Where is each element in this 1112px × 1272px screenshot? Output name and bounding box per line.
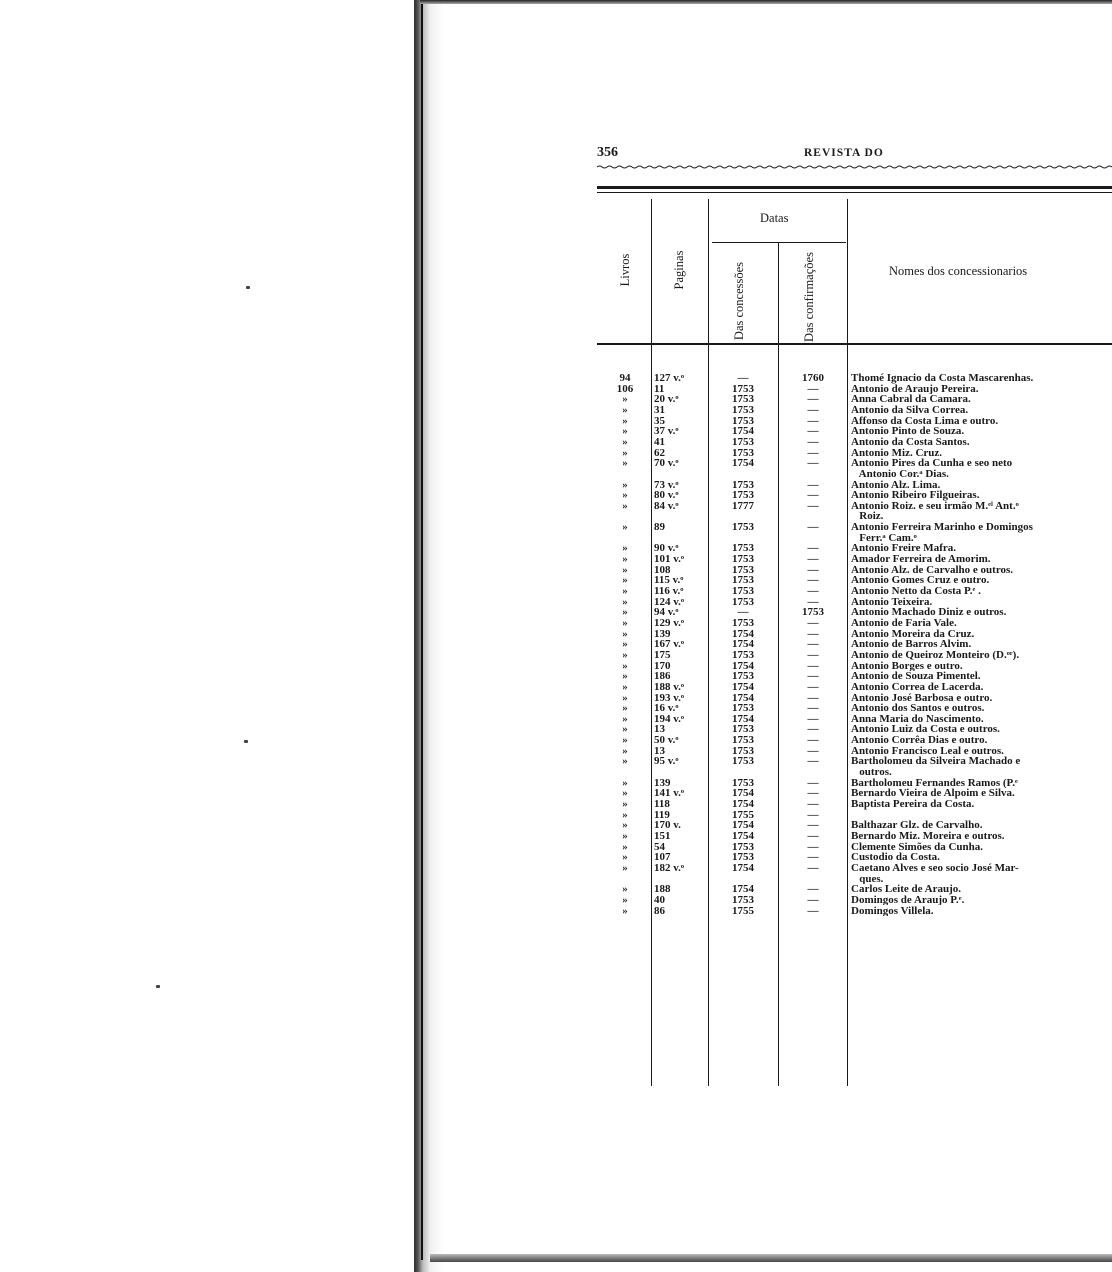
cell-concessao: 1753 — [732, 776, 754, 789]
cell-nome: Affonso da Costa Lima e outro. — [851, 415, 999, 427]
cell-concessao: 1754 — [732, 638, 754, 651]
cell-nome: Caetano Alves e seo socio José Mar- — [851, 862, 1019, 874]
cell-concessao: 1754 — [732, 425, 754, 438]
cell-concessao: — — [737, 606, 749, 619]
cell-confirmacao: — — [807, 478, 819, 491]
cell-concessao: 1754 — [732, 691, 754, 704]
cell-nome: Antonio Ribeiro Filgueiras. — [851, 490, 980, 501]
cell-livro: » — [622, 478, 628, 491]
cell-pagina: 170 v. — [654, 819, 681, 832]
table-header-bottom-rule — [597, 343, 1112, 345]
table-row — [600, 842, 1112, 853]
cell-confirmacao: — — [807, 829, 819, 842]
cell-confirmacao: — — [807, 734, 819, 747]
cell-confirmacao: — — [807, 616, 819, 629]
cell-pagina: 84 v.ᵒ — [654, 499, 679, 512]
cell-confirmacao: — — [807, 563, 819, 576]
cell-livro: » — [622, 680, 628, 693]
cell-concessao: 1753 — [732, 489, 754, 502]
cell-livro: » — [622, 489, 628, 502]
table-row — [600, 426, 1112, 437]
table-row — [600, 394, 1112, 405]
table-row — [600, 554, 1112, 565]
cell-pagina: 86 — [654, 904, 665, 917]
cell-confirmacao: 1753 — [802, 606, 824, 619]
cell-confirmacao: — — [807, 723, 819, 736]
scan-speck — [244, 740, 248, 743]
cell-confirmacao: — — [807, 670, 819, 683]
cell-nome: Antonio Freire Mafra. — [851, 543, 956, 554]
cell-concessao: 1753 — [732, 585, 754, 597]
cell-livro: » — [622, 702, 628, 715]
cell-livro: » — [622, 723, 628, 736]
cell-concessao: 1753 — [732, 670, 754, 683]
cell-livro: » — [622, 819, 628, 832]
running-head: REVISTA DO — [804, 147, 884, 159]
decorative-wavy-rule — [597, 165, 1112, 169]
header-das-confirmacoes: Das confirmações — [802, 252, 816, 342]
cell-nome: Clemente Simões da Cunha. — [851, 841, 984, 853]
cell-nome: Ferr.ᵃ Cam.ᵒ — [851, 532, 917, 544]
cell-livro: » — [622, 574, 628, 587]
cell-confirmacao: — — [807, 574, 819, 587]
cell-confirmacao: — — [807, 680, 819, 693]
cell-livro: » — [622, 851, 628, 864]
cell-pagina: 50 v.ᵒ — [654, 734, 679, 747]
cell-nome: Antonio de Araujo Pereira. — [851, 383, 979, 395]
cell-pagina: 101 v.ᵒ — [654, 553, 685, 566]
cell-livro: » — [622, 744, 628, 757]
cell-confirmacao: — — [807, 403, 819, 416]
cell-concessao: 1753 — [732, 616, 754, 629]
cell-pagina: 127 v.ᵒ — [654, 372, 685, 384]
cell-pagina: 129 v.ᵒ — [654, 616, 685, 629]
cell-pagina: 186 — [654, 670, 671, 683]
cell-livro: » — [622, 457, 628, 470]
cell-livro: » — [622, 606, 628, 619]
cell-confirmacao: — — [807, 755, 819, 768]
cell-nome: Amador Ferreira de Amorim. — [851, 554, 991, 565]
cell-confirmacao: — — [807, 808, 819, 821]
cell-pagina: 107 — [654, 851, 671, 864]
cell-pagina: 40 — [654, 893, 665, 906]
header-livros: Livros — [618, 253, 632, 287]
scan-speck — [246, 286, 250, 289]
cell-livro: » — [622, 840, 628, 853]
table-row — [600, 661, 1112, 672]
cell-livro: » — [622, 616, 628, 629]
cell-confirmacao: — — [807, 840, 819, 853]
cell-nome: Custodio da Costa. — [851, 852, 940, 863]
cell-livro: 94 — [619, 372, 631, 384]
cell-nome: Antonio de Barros Alvim. — [851, 639, 972, 650]
table-row — [600, 511, 1112, 522]
cell-pagina: 90 v.ᵒ — [654, 542, 679, 555]
cell-confirmacao: — — [807, 457, 819, 470]
cell-concessao: 1753 — [732, 393, 754, 406]
cell-confirmacao: — — [807, 638, 819, 651]
table-row — [600, 405, 1112, 416]
cell-pagina: 188 v.ᵒ — [654, 680, 685, 693]
cell-confirmacao: — — [807, 702, 819, 715]
cell-pagina: 194 v.ᵒ — [654, 712, 685, 725]
table-top-rule — [597, 186, 1112, 189]
cell-nome: Antonio de Queiroz Monteiro (D.ᵒʳ). — [851, 649, 1020, 661]
cell-nome: Antonio Francisco Leal e outros. — [851, 745, 1004, 757]
cell-concessao: 1754 — [732, 659, 754, 672]
book-gutter-shadow — [414, 0, 454, 1272]
cell-confirmacao: — — [807, 744, 819, 757]
header-das-concessoes: Das concessões — [732, 261, 746, 341]
cell-confirmacao: — — [807, 851, 819, 864]
cell-livro: » — [622, 734, 628, 747]
cell-pagina: 115 v.ᵒ — [654, 574, 684, 587]
table-top-rule-thin — [597, 192, 1112, 193]
cell-nome: Antonio de Faria Vale. — [851, 617, 957, 629]
cell-concessao: 1753 — [732, 702, 754, 715]
cell-pagina: 175 — [654, 648, 671, 661]
cell-concessao: 1754 — [732, 457, 754, 470]
cell-livro: » — [622, 403, 628, 416]
header-paginas: Paginas — [672, 250, 686, 290]
cell-nome: Antonio Pinto de Souza. — [851, 426, 965, 437]
cell-concessao: 1753 — [732, 542, 754, 555]
cell-concessao: 1753 — [732, 435, 754, 448]
cell-livro: » — [622, 435, 628, 448]
cell-livro: » — [622, 893, 628, 906]
cell-confirmacao: — — [807, 627, 819, 640]
table-row — [600, 863, 1112, 874]
cell-confirmacao: — — [807, 425, 819, 438]
cell-concessao: 1754 — [732, 712, 754, 725]
cell-concessao: 1753 — [732, 851, 754, 864]
cell-confirmacao: — — [807, 499, 819, 512]
datas-group-rule — [712, 242, 846, 243]
cell-nome: Antonio Cor.ᵃ Dias. — [851, 468, 949, 480]
cell-pagina: 11 — [654, 382, 665, 395]
cell-concessao: 1753 — [732, 446, 754, 459]
cell-confirmacao: — — [807, 883, 819, 896]
cell-pagina: 70 v.ᵒ — [654, 457, 679, 470]
cell-nome: Balthazar Glz. de Carvalho. — [851, 820, 983, 831]
book-spine-line — [421, 0, 423, 1260]
cell-nome: Antonio Correa de Lacerda. — [851, 681, 984, 693]
cell-concessao: 1753 — [732, 723, 754, 736]
cell-confirmacao: — — [807, 585, 819, 597]
cell-livro: » — [622, 670, 628, 683]
cell-pagina: 167 v.ᵒ — [654, 638, 685, 651]
cell-nome: Antonio José Barbosa e outro. — [851, 692, 993, 704]
cell-livro: 106 — [616, 382, 634, 395]
cell-nome: Domingos Villela. — [851, 905, 934, 917]
cell-nome: Antonio Moreira da Cruz. — [851, 628, 975, 640]
cell-concessao: 1754 — [732, 627, 754, 640]
cell-nome: Antonio da Costa Santos. — [851, 436, 970, 448]
scan-speck — [156, 985, 160, 988]
table-row — [600, 522, 1112, 533]
cell-nome: Anna Maria do Nascimento. — [851, 713, 984, 725]
cell-confirmacao: — — [807, 904, 819, 917]
cell-livro: » — [622, 542, 628, 555]
cell-livro: » — [622, 425, 628, 438]
cell-concessao: 1753 — [732, 382, 754, 395]
cell-livro: » — [622, 883, 628, 896]
cell-pagina: 16 v.ᵒ — [654, 702, 679, 715]
cell-concessao: 1753 — [732, 574, 754, 587]
cell-concessao: 1753 — [732, 478, 754, 491]
cell-concessao: 1753 — [732, 744, 754, 757]
table-row — [600, 788, 1112, 799]
cell-confirmacao: — — [807, 861, 819, 874]
cell-nome: Antonio Corrêa Dias e outro. — [851, 735, 988, 746]
cell-concessao: 1753 — [732, 553, 754, 566]
cell-confirmacao: — — [807, 446, 819, 459]
page-top-edge — [420, 0, 1112, 4]
cell-confirmacao: — — [807, 393, 819, 406]
cell-pagina: 116 v.ᵒ — [654, 585, 684, 597]
cell-nome: Roiz. — [851, 511, 884, 523]
header-datas: Datas — [760, 211, 789, 225]
cell-confirmacao: — — [807, 382, 819, 395]
cell-nome: Antonio Machado Diniz e outros. — [851, 607, 1007, 618]
cell-livro: » — [622, 712, 628, 725]
table-row — [600, 831, 1112, 842]
cell-confirmacao: — — [807, 435, 819, 448]
cell-pagina: 139 — [654, 776, 671, 789]
cell-pagina: 13 — [654, 744, 665, 757]
cell-livro: » — [622, 787, 628, 800]
cell-pagina: 139 — [654, 627, 671, 640]
table-row — [600, 874, 1112, 885]
cell-livro: » — [622, 563, 628, 576]
cell-concessao: 1753 — [732, 755, 754, 768]
cell-concessao: 1753 — [732, 734, 754, 747]
cell-livro: » — [622, 861, 628, 874]
cell-livro: » — [622, 553, 628, 566]
cell-livro: » — [622, 585, 628, 597]
cell-livro: » — [622, 691, 628, 704]
cell-pagina: 188 — [654, 883, 671, 896]
cell-concessao: 1754 — [732, 861, 754, 874]
cell-livro: » — [622, 829, 628, 842]
cell-pagina: 124 v.ᵒ — [654, 595, 685, 608]
cell-confirmacao: — — [807, 776, 819, 789]
cell-nome: Antonio Alz. de Carvalho e outros. — [851, 564, 1014, 576]
cell-nome: Antonio Roiz. e seu irmão M.ᵉˡ Ant.ᵒ — [851, 500, 1019, 512]
cell-nome: ques. — [851, 873, 884, 885]
cell-livro: » — [622, 595, 628, 608]
cell-livro: » — [622, 776, 628, 789]
cell-nome: Baptista Pereira da Costa. — [851, 799, 975, 810]
cell-pagina: 13 — [654, 723, 665, 736]
cell-livro: » — [622, 414, 628, 427]
table-row — [600, 906, 1112, 917]
cell-pagina: 54 — [654, 840, 665, 853]
cell-confirmacao: — — [807, 648, 819, 661]
header-nomes: Nomes dos concessionarios — [889, 264, 1028, 278]
cell-concessao: 1755 — [732, 904, 754, 917]
cell-confirmacao: — — [807, 595, 819, 608]
cell-confirmacao: — — [807, 521, 819, 534]
cell-pagina: 89 — [654, 521, 665, 534]
table-row — [600, 437, 1112, 448]
cell-concessao: 1753 — [732, 893, 754, 906]
page-number: 356 — [597, 145, 618, 160]
cell-concessao: 1754 — [732, 883, 754, 896]
cell-confirmacao: — — [807, 542, 819, 555]
table-row — [600, 682, 1112, 693]
cell-concessao: 1755 — [732, 808, 754, 821]
table-row — [600, 820, 1112, 831]
cell-confirmacao: — — [807, 553, 819, 566]
cell-pagina: 118 — [654, 798, 670, 810]
cell-nome: Bartholomeu da Silveira Machado e — [851, 756, 1021, 767]
table-row — [600, 650, 1112, 661]
cell-pagina: 108 — [654, 563, 671, 576]
cell-nome: Antonio da Silva Correa. — [851, 404, 969, 416]
cell-nome: Antonio Teixeira. — [851, 596, 933, 608]
cell-concessao: 1753 — [732, 403, 754, 416]
cell-nome: Bartholomeu Fernandes Ramos (P.ᵉ — [851, 777, 1018, 789]
cell-nome: Anna Cabral da Camara. — [851, 394, 971, 405]
cell-pagina: 37 v.ᵒ — [654, 425, 679, 438]
table-row — [600, 639, 1112, 650]
cell-nome: Antonio Luiz da Costa e outros. — [851, 724, 1000, 736]
cell-confirmacao: 1760 — [802, 372, 824, 384]
table-row — [600, 373, 1112, 384]
cell-nome: Antonio Miz. Cruz. — [851, 447, 943, 459]
cell-concessao: — — [737, 372, 749, 384]
cell-nome: Antonio Gomes Cruz e outro. — [851, 575, 990, 586]
cell-concessao: 1754 — [732, 787, 754, 800]
page-bottom-edge — [430, 1254, 1112, 1262]
table-row — [600, 799, 1112, 810]
table-row — [600, 458, 1112, 469]
cell-concessao: 1753 — [732, 840, 754, 853]
cell-confirmacao: — — [807, 414, 819, 427]
cell-nome: Carlos Leite de Araujo. — [851, 884, 961, 895]
cell-pagina: 35 — [654, 414, 665, 427]
cell-concessao: 1754 — [732, 829, 754, 842]
cell-confirmacao: — — [807, 787, 819, 800]
cell-nome: Antonio Netto da Costa P.ᵉ . — [851, 586, 981, 597]
cell-nome: Antonio Ferreira Marinho e Domingos — [851, 522, 1033, 533]
cell-nome: Antonio Alz. Lima. — [851, 479, 941, 491]
cell-concessao: 1753 — [732, 648, 754, 661]
table-row — [600, 884, 1112, 895]
cell-livro: » — [622, 393, 628, 406]
cell-livro: » — [622, 808, 628, 821]
table-row — [600, 767, 1112, 778]
cell-livro: » — [622, 904, 628, 917]
cell-pagina: 41 — [654, 435, 665, 448]
cell-pagina: 182 v.ᵒ — [654, 861, 685, 874]
table-row — [600, 586, 1112, 597]
table-row — [600, 756, 1112, 767]
cell-pagina: 80 v.ᵒ — [654, 489, 679, 502]
cell-concessao: 1754 — [732, 819, 754, 832]
cell-livro: » — [622, 446, 628, 459]
cell-nome: Antonio dos Santos e outros. — [851, 703, 985, 714]
table-row — [600, 618, 1112, 629]
cell-livro: » — [622, 755, 628, 768]
cell-pagina: 95 v.ᵒ — [654, 755, 679, 768]
cell-pagina: 31 — [654, 403, 665, 416]
cell-livro: » — [622, 627, 628, 640]
table-row — [600, 735, 1112, 746]
cell-confirmacao: — — [807, 691, 819, 704]
cell-nome: Antonio de Souza Pimentel. — [851, 671, 981, 682]
cell-nome: Domingos de Araujo P.ᵉ. — [851, 894, 965, 906]
cell-concessao: 1754 — [732, 680, 754, 693]
cell-livro: » — [622, 521, 628, 534]
cell-confirmacao: — — [807, 893, 819, 906]
cell-pagina: 141 v.ᵒ — [654, 787, 685, 800]
table-row — [600, 895, 1112, 906]
cell-pagina: 151 — [654, 829, 671, 842]
table-row — [600, 714, 1112, 725]
cell-pagina: 193 v.ᵒ — [654, 691, 685, 704]
table-row — [600, 501, 1112, 512]
cell-nome: Bernardo Miz. Moreira e outros. — [851, 830, 1005, 842]
cell-pagina: 73 v.ᵒ — [654, 478, 679, 491]
cell-pagina: 20 v.ᵒ — [654, 393, 679, 406]
table-row — [600, 469, 1112, 480]
cell-confirmacao: — — [807, 659, 819, 672]
cell-confirmacao: — — [807, 798, 819, 810]
cell-confirmacao: — — [807, 819, 819, 832]
cell-concessao: 1753 — [732, 414, 754, 427]
cell-livro: » — [622, 638, 628, 651]
cell-concessao: 1753 — [732, 595, 754, 608]
cell-concessao: 1754 — [732, 798, 754, 810]
cell-concessao: 1753 — [732, 521, 754, 534]
cell-confirmacao: — — [807, 712, 819, 725]
cell-pagina: 170 — [654, 659, 671, 672]
cell-nome: Antonio Borges e outro. — [851, 660, 963, 672]
cell-pagina: 119 — [654, 808, 670, 821]
cell-livro: » — [622, 798, 628, 810]
cell-concessao: 1753 — [732, 563, 754, 576]
cell-nome: Thomé Ignacio da Costa Mascarenhas. — [851, 373, 1034, 384]
cell-nome: Bernardo Vieira de Alpoim e Silva. — [851, 788, 1015, 799]
cell-pagina: 94 v.ᵒ — [654, 606, 679, 619]
cell-livro: » — [622, 499, 628, 512]
cell-livro: » — [622, 648, 628, 661]
cell-confirmacao: — — [807, 489, 819, 502]
cell-livro: » — [622, 659, 628, 672]
cell-pagina: 62 — [654, 446, 665, 459]
cell-concessao: 1777 — [732, 499, 754, 512]
cell-nome: Antonio Pires da Cunha e seo neto — [851, 458, 1013, 469]
cell-nome: outros. — [851, 767, 892, 778]
